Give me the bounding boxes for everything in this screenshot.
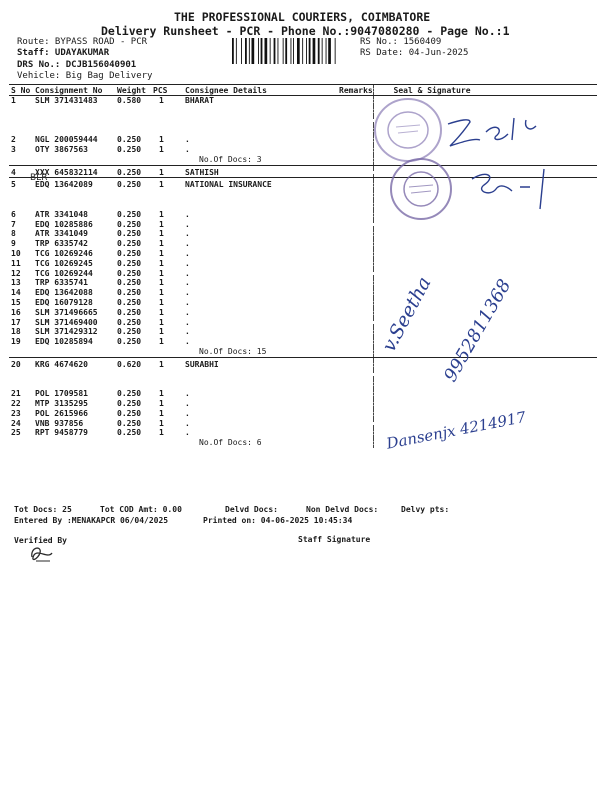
cell-weight: 0.250 [117, 268, 142, 278]
signature-1-image [440, 112, 550, 156]
col-sno: S No [9, 85, 33, 96]
cell-remarks [337, 318, 373, 328]
total-docs: Tot Docs: 25 [14, 505, 72, 514]
cell-pcs: 1 [159, 307, 164, 317]
table-row [9, 337, 597, 347]
cell-remarks [337, 210, 373, 220]
cell-pcs: 1 [159, 248, 164, 258]
cell-remarks [337, 180, 373, 190]
cell-remarks [337, 327, 373, 337]
cell-consignee: . [185, 398, 190, 408]
col-consignee: Consignee Details [183, 85, 337, 96]
cell-consignee: . [185, 209, 190, 219]
cell-sno: 25 [11, 428, 21, 438]
cell-sno: 18 [11, 327, 21, 337]
handwritten-phone-1: 9952811368 [440, 275, 516, 386]
cell-seal [373, 278, 597, 288]
cell-pcs: 1 [159, 135, 164, 145]
cell-sno: 22 [11, 398, 21, 408]
cell-pcs: 1 [159, 268, 164, 278]
company-title: THE PROFESSIONAL COURIERS, COIMBATORE [174, 10, 431, 24]
cell-remarks [337, 419, 373, 429]
staff-label: Staff: UDAYAKUMAR [17, 48, 110, 58]
seal-stamp-2 [387, 155, 457, 225]
cell-consignee: . [185, 135, 190, 145]
col-pcs: PCS [151, 85, 183, 96]
docs-count-label: No.Of Docs: 3 [199, 154, 262, 164]
cell-consignment-no: OTY 3867563 [35, 144, 88, 154]
cell-weight: 0.250 [117, 317, 142, 327]
cell-remarks [337, 409, 373, 419]
cell-sno: 7 [11, 219, 16, 229]
cell-sno: 11 [11, 258, 21, 268]
cell-consignee: . [185, 337, 190, 347]
cell-remarks [337, 278, 373, 288]
cell-remarks [337, 96, 373, 106]
cell-sno: 2 [11, 135, 16, 145]
cell-consignee: . [185, 268, 190, 278]
total-cod: Tot COD Amt: 0.00 [100, 505, 182, 514]
cell-remarks [337, 229, 373, 239]
cell-pcs: 1 [159, 209, 164, 219]
cell-remarks [337, 135, 373, 145]
table-row [9, 239, 597, 249]
cell-consignment-no: TCG 10269244 [35, 268, 93, 278]
table-row [9, 249, 597, 259]
cell-remarks [337, 239, 373, 249]
cell-consignee: . [185, 428, 190, 438]
cell-weight: 0.250 [117, 418, 142, 428]
cell-sno: 4 [11, 167, 16, 177]
docs-count-row [9, 155, 597, 165]
cell-consignment-no: TCG 10269246 [35, 248, 93, 258]
cell-weight: 0.620 [117, 359, 142, 369]
table-row [9, 318, 597, 328]
cell-sno: 9 [11, 239, 16, 249]
drs-number: DRS No.: DCJB156040901 [17, 60, 137, 70]
table-row [9, 360, 597, 370]
cell-consignment-no: SLM 371496665 [35, 307, 98, 317]
cell-pcs: 1 [159, 180, 164, 190]
cell-consignment-no: SLM 371469400 [35, 317, 98, 327]
handwritten-name-1: v.Seetha [378, 273, 436, 356]
cell-consignee: . [185, 288, 190, 298]
cell-consignee: . [185, 144, 190, 154]
verified-by: Verified By [14, 536, 67, 545]
cell-consignment-no: EDQ 16079128 [35, 297, 93, 307]
col-remarks: Remarks [339, 85, 373, 95]
cell-consignment-no: NGL 200059444 [35, 135, 98, 145]
cell-weight: 0.250 [117, 229, 142, 239]
cell-pcs: 1 [159, 96, 164, 105]
cell-sno: 20 [11, 359, 21, 369]
docs-count-row [9, 347, 597, 357]
cell-sno: 12 [11, 268, 21, 278]
cell-seal [373, 269, 597, 279]
cell-consignee: . [185, 229, 190, 239]
cell-seal [373, 229, 597, 239]
table-row [9, 327, 597, 337]
cell-sno: 14 [11, 288, 21, 298]
delivery-points: Delvy pts: [401, 505, 450, 514]
cell-pcs: 1 [159, 408, 164, 418]
cell-sno: 6 [11, 209, 16, 219]
cell-remarks [337, 269, 373, 279]
table-row [9, 389, 597, 399]
cell-weight: 0.250 [117, 144, 142, 154]
cell-consignment-no: EDQ 13642089 [35, 180, 93, 190]
cell-seal [373, 360, 597, 370]
cell-pcs: 1 [159, 144, 164, 154]
signature-2-image [460, 165, 570, 215]
cell-weight: 0.250 [117, 398, 142, 408]
cell-sno: 21 [11, 389, 21, 399]
cell-sno: 19 [11, 337, 21, 347]
cell-remarks [337, 399, 373, 409]
cell-sno: 5 [11, 180, 16, 190]
cell-weight: 0.250 [117, 408, 142, 418]
cell-consignment-no: TRP 6335741 [35, 278, 88, 288]
cell-consignee: . [185, 408, 190, 418]
cell-pcs: 1 [159, 418, 164, 428]
cell-consignee: . [185, 327, 190, 337]
vehicle-label: Vehicle: Big Bag Delivery [17, 71, 153, 81]
cell-remarks [337, 249, 373, 259]
cell-pcs: 1 [159, 258, 164, 268]
cell-pcs: 1 [159, 359, 164, 369]
cell-sno: 17 [11, 317, 21, 327]
route-label: Route: BYPASS ROAD - PCR [17, 37, 148, 47]
table-row [9, 259, 597, 269]
cell-weight: 0.250 [117, 337, 142, 347]
cell-consignee: . [185, 389, 190, 399]
table-row [9, 428, 597, 438]
cell-remarks [337, 145, 373, 155]
cell-seal [373, 389, 597, 399]
cell-pcs: 1 [159, 288, 164, 298]
cell-consignment-no: TCG 10269245 [35, 258, 93, 268]
cell-remarks [337, 288, 373, 298]
cell-sno: 23 [11, 408, 21, 418]
cell-consignee: . [185, 297, 190, 307]
cell-weight: 0.250 [117, 167, 142, 177]
verifier-signature-image [26, 543, 56, 567]
docs-count-label: No.Of Docs: 15 [199, 346, 267, 356]
cell-weight: 0.250 [117, 307, 142, 317]
cell-weight: 0.250 [117, 209, 142, 219]
cell-consignment-no: VNB 937856 [35, 418, 84, 428]
cell-consignment-no: ATR 3341048 [35, 209, 88, 219]
table-row [9, 269, 597, 279]
cell-seal [373, 249, 597, 259]
cell-pcs: 1 [159, 219, 164, 229]
runsheet-subtitle: Delivery Runsheet - PCR - Phone No.:9047080280 - Page No.:1 [101, 24, 510, 38]
cell-sno: 13 [11, 278, 21, 288]
cell-sno: 15 [11, 297, 21, 307]
cell-sno: 3 [11, 144, 16, 154]
cell-pcs: 1 [159, 327, 164, 337]
rs-number: RS No.: 1560409 [360, 37, 442, 47]
cell-consignment-no: KRG 4674620 [35, 359, 88, 369]
cell-consignment-no: POL 2615966 [35, 408, 88, 418]
cell-remarks [337, 428, 373, 438]
cell-pcs: 1 [159, 167, 164, 177]
table-row [9, 298, 597, 308]
handwritten-blr: BLR [30, 173, 48, 183]
cell-consignee: NATIONAL INSURANCE [185, 180, 272, 190]
cell-weight: 0.250 [117, 135, 142, 145]
cell-remarks [337, 220, 373, 230]
cell-consignment-no: ATR 3341049 [35, 229, 88, 239]
cell-consignee: . [185, 239, 190, 249]
cell-weight: 0.250 [117, 278, 142, 288]
cell-consignment-no: EDQ 10285886 [35, 219, 93, 229]
cell-consignee: . [185, 418, 190, 428]
cell-seal [373, 259, 597, 269]
cell-remarks [337, 259, 373, 269]
table-row [9, 229, 597, 239]
cell-consignee: . [185, 258, 190, 268]
cell-weight: 0.250 [117, 219, 142, 229]
rs-date: RS Date: 04-Jun-2025 [360, 48, 469, 58]
spacer-row [9, 379, 597, 389]
cell-consignment-no: EDQ 10285894 [35, 337, 93, 347]
cell-consignee: . [185, 317, 190, 327]
barcode-image [232, 38, 354, 64]
spacer-row [9, 370, 597, 380]
cell-weight: 0.250 [117, 389, 142, 399]
cell-pcs: 1 [159, 229, 164, 239]
cell-remarks [337, 168, 373, 178]
cell-consignee: . [185, 278, 190, 288]
cell-weight: 0.250 [117, 327, 142, 337]
cell-weight: 0.250 [117, 297, 142, 307]
cell-consignment-no: SLM 371431483 [35, 96, 98, 105]
cell-consignment-no: POL 1709581 [35, 389, 88, 399]
cell-weight: 0.250 [117, 180, 142, 190]
cell-sno: 10 [11, 248, 21, 258]
cell-pcs: 1 [159, 337, 164, 347]
cell-consignee: . [185, 307, 190, 317]
cell-weight: 0.250 [117, 258, 142, 268]
cell-weight: 0.250 [117, 248, 142, 258]
col-seal-signature: Seal & Signature [373, 85, 597, 96]
cell-sno: 16 [11, 307, 21, 317]
cell-pcs: 1 [159, 239, 164, 249]
table-row [9, 399, 597, 409]
cell-weight: 0.250 [117, 288, 142, 298]
cell-consignee: BHARAT [185, 96, 214, 105]
cell-consignee: SATHISH [185, 167, 219, 177]
cell-pcs: 1 [159, 428, 164, 438]
cell-consignee: . [185, 248, 190, 258]
col-weight: Weight [115, 85, 151, 96]
handwritten-name-2: Dansenjx 4214917 [385, 407, 528, 453]
cell-pcs: 1 [159, 297, 164, 307]
cell-seal [373, 399, 597, 409]
entered-by: Entered By :MENAKAPCR 06/04/2025 [14, 516, 169, 525]
cell-weight: 0.250 [117, 239, 142, 249]
cell-remarks [337, 308, 373, 318]
cell-remarks [337, 389, 373, 399]
cell-consignment-no: EDQ 13642088 [35, 288, 93, 298]
cell-consignment-no: XXX 645832114 [35, 167, 98, 177]
delivered-docs: Delvd Docs: [225, 505, 278, 514]
table-row [9, 220, 597, 230]
cell-remarks [337, 337, 373, 347]
cell-pcs: 1 [159, 398, 164, 408]
col-consignment: Consignment No [33, 85, 115, 96]
cell-remarks [337, 360, 373, 370]
cell-pcs: 1 [159, 317, 164, 327]
cell-weight: 0.250 [117, 428, 142, 438]
printed-on: Printed on: 04-06-2025 10:45:34 [203, 516, 353, 525]
cell-sno: 8 [11, 229, 16, 239]
table-row [9, 308, 597, 318]
table-header-row [9, 85, 597, 96]
cell-sno: 1 [11, 96, 16, 105]
cell-weight: 0.580 [117, 96, 142, 105]
cell-consignment-no: MTP 3135295 [35, 398, 88, 408]
staff-signature: Staff Signature [298, 535, 371, 544]
cell-consignee: SURABHI [185, 359, 219, 369]
non-delivered-docs: Non Delvd Docs: [306, 505, 379, 514]
cell-consignment-no: TRP 6335742 [35, 239, 88, 249]
cell-consignment-no: RPT 9458779 [35, 428, 88, 438]
cell-seal [373, 239, 597, 249]
table-row [9, 96, 597, 106]
cell-sno: 24 [11, 418, 21, 428]
cell-remarks [337, 298, 373, 308]
cell-consignment-no: SLM 371429312 [35, 327, 98, 337]
cell-pcs: 1 [159, 278, 164, 288]
docs-count-row [9, 438, 597, 448]
docs-count-label: No.Of Docs: 6 [199, 438, 262, 448]
cell-pcs: 1 [159, 389, 164, 399]
cell-consignee: . [185, 219, 190, 229]
